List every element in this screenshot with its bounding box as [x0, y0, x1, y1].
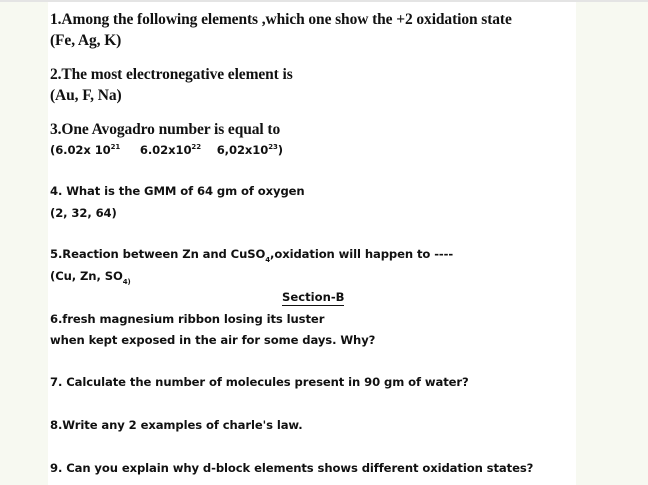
question-2-text: 2.The most electronegative element is [50, 66, 293, 83]
subscript-4: 4) [122, 278, 131, 286]
question-6-line-2: when kept exposed in the air for some days. Why? [50, 333, 376, 347]
question-5-options-part: (Cu, Zn, SO [50, 269, 123, 283]
question-1-options: (Fe, Ag, K) [50, 32, 122, 49]
exponent-a: 21 [110, 143, 121, 151]
section-b-heading: Section-B [282, 290, 345, 304]
option-c: 6,02x10 [216, 143, 269, 157]
question-4-options: (2, 32, 64) [50, 206, 117, 220]
option-b: 6.02x10 [139, 143, 192, 157]
question-8-text: 8.Write any 2 examples of charle's law. [50, 418, 303, 432]
question-5-options [50, 269, 131, 286]
exponent-b: 22 [191, 143, 201, 151]
question-1-text: 1.Among the following elements ,which one show the +2 oxidation state [50, 11, 512, 28]
question-7-text: 7. Calculate the number of molecules present in 90 gm of water? [50, 375, 469, 389]
subscript-4: 4 [265, 256, 271, 264]
question-2-options: (Au, F, Na) [50, 87, 122, 104]
question-6-line-1: 6.fresh magnesium ribbon losing its luster [50, 312, 325, 326]
question-3-options [50, 143, 283, 157]
question-5-text-part: ,oxidation will happen to ---- [270, 247, 454, 261]
question-9-text: 9. Can you explain why d-block elements shows different oxidation states? [50, 461, 534, 475]
document-page [48, 2, 576, 485]
question-5-text [50, 247, 453, 264]
exponent-c: 23 [268, 143, 278, 151]
close-paren: ) [277, 143, 283, 157]
question-5-text-part: 5.Reaction between Zn and CuSO [50, 247, 266, 261]
question-3-text: 3.One Avogadro number is equal to [50, 121, 281, 138]
question-4-text: 4. What is the GMM of 64 gm of oxygen [50, 184, 305, 198]
option-a: (6.02x 10 [50, 143, 111, 157]
